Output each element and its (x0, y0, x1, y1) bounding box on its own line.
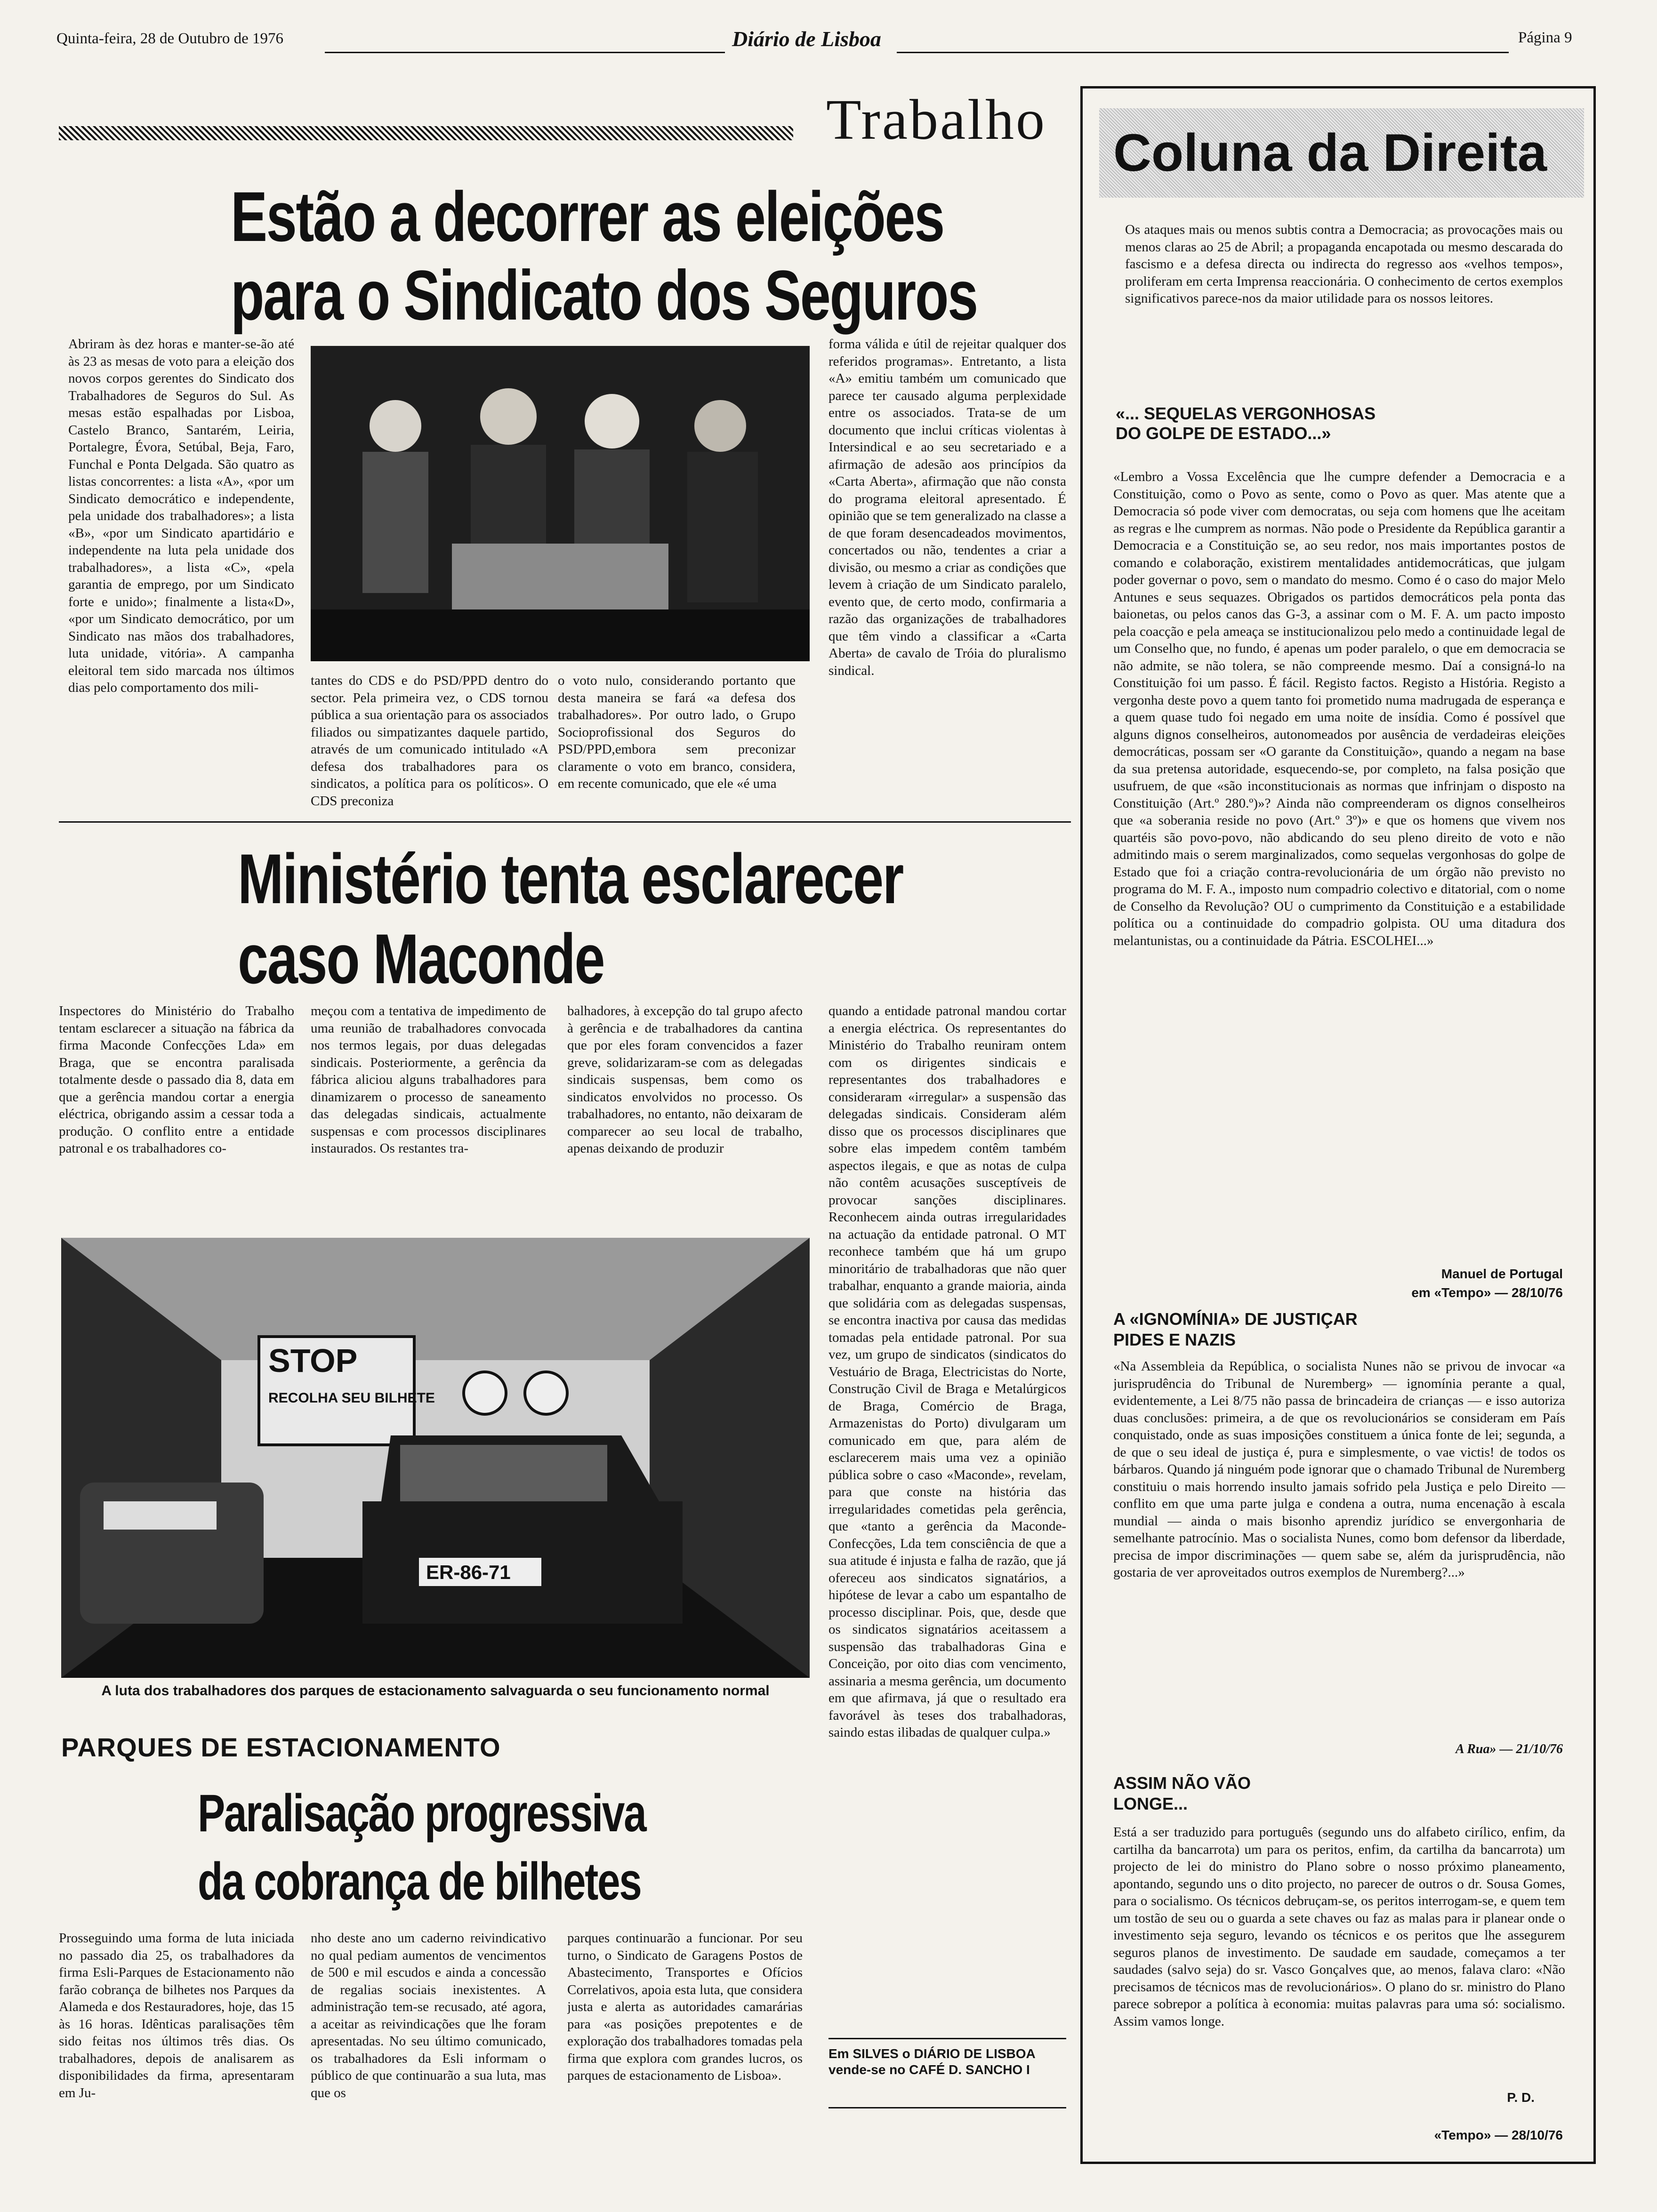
coluna-banner (1099, 108, 1584, 198)
seguros-column-2: tantes do CDS e do PSD/PPD dentro do sector. Pela primeira vez, o CDS tornou pública a sua orientação para os associados filiados ou simpatizantes daquele partido, através de um comunicado intitulado «A defesa dos trabalhadores para os sindicatos, a política para os políticos». O CDS preconiza (311, 673, 548, 809)
seguros-column-3: o voto nulo, considerando portanto que desta maneira se fará «a defesa dos trabalhadores». Por outro lado, o Grupo Socioprofissional dos Seguros do PSD/PPD,embora sem preconizar claramente o voto em branco, considera, em recente comunicado, que ele «é uma (558, 673, 796, 791)
maconde-headline-line-1: Ministério tenta esclarecer (238, 839, 903, 918)
seguros-column-1: Abriram às dez horas e manter-se-ão até às 23 as mesas de voto para a eleição dos novos corpos gerentes do Sindicato dos Trabalhadores de Seguros do Sul. As mesas estão espalhadas por Lisboa, Castelo Branco, Santarém, Leiria, Portalegre, Évora, Setúbal, Beja, Faro, Funchal e Ponta Delgada. São quatro as listas concorrentes: a lista «A», «por um Sindicato democrático e independente, pela unidade dos trabalhadores»; a lista «B», «por um Sindicato apartidário e independente na luta pela unidade dos trabalhadores», a lista «C», «pela garantia de emprego, por um Sindicato forte e unido»; finalmente a lista«D», «por um Sindicato democrático, por um Sindicato nas mãos dos trabalhadores, luta unidade, vitória». A campanha eleitoral tem sido marcada nos últimos dias pelo comportamento dos mili- (68, 337, 294, 695)
page-date: Quinta-feira, 28 de Outubro de 1976 (56, 30, 284, 47)
maconde-column-3: balhadores, à excepção do tal grupo afecto à gerência e de trabalhadores da cantina que por eles foram convencidos a fazer greve, solidarizaram-se com as delegadas sindicais suspensas, bem como os sindicatos envolvidos no processo. Os trabalhadores, no entanto, não deixaram de comparecer ao seu local de trabalho, apenas deixando de produzir (567, 1003, 803, 1156)
maconde-column-4: quando a entidade patronal mandou cortar a energia eléctrica. Os representantes do Ministério do Trabalho reuniram ontem com os dirigentes sindicais e representantes dos trabalhadores e consideraram «irregular» a suspensão das delegadas sindicais. Consideram além disso que os processos disciplinares que sobre elas impedem contêm também aspectos ilegais, e que as notas de culpa não contêm acusações susceptíveis de provocar sanções disciplinares. Reconhecem ainda outras irregularidades na actuação da entidade patronal. O MT reconhece também que há um grupo minoritário de trabalhadoras que não quer trabalhar, enquanto a grande maioria, ainda que solidária com as delegadas suspensas, se encontra inactiva por causa das medidas tomadas pela entidade patronal. Por sua vez, um grupo de sindicatos (sindicatos do Vestuário de Braga, Electricistas do Norte, Construção Civil de Braga e Metalúrgicos de Braga, Comércio de Braga, Armazenistas do Porto) divulgaram um comunicado em que, para além de esclarecerem mais uma vez a opinião pública sobre o caso «Maconde», revelam, para que conste na história das irregularidades cometidas pela gerência, que «tanto a gerência da Maconde-Confecções, Lda tem consciência de que a sua atitude é injusta e falha de razão, que já ofereceu aos sindicatos signatários, a hipótese de levar a cabo um espantalho de processo disciplinar. Pois, que, desde que os sindicatos signatários aceitassem a suspensão das trabalhadoras Gina e Conceição, por oito dias com vencimento, assinaria a mesma gerência, um documento em que afirmava, já que o resultado era favorável às teses dos trabalhadoras, saindo estas ilibadas de qualquer culpa.» (828, 1003, 1066, 1740)
maconde-headline-line-2: caso Maconde (238, 919, 604, 998)
coluna-signature-3-initials: P. D. (1507, 2090, 1535, 2105)
coluna-intro: Os ataques mais ou menos subtis contra a Democracia; as provocações mais ou menos claras ao 25 de Abril; a propaganda encapotada ou mesmo descarada do fascismo e a defesa directa ou indirecta do regresso aos «velhos tempos», proliferam em certa Imprensa reaccionária. O conhecimento de certos exemplos significativos parece-nos da maior utilidade para os nossos leitores. (1125, 222, 1563, 306)
coluna-banner-title: Coluna da Direita (1113, 123, 1547, 182)
coluna-text-1: «Lembro a Vossa Excelência que lhe cumpre defender a Democracia e a Constituição, como o Povo as sente, como o Povo as quer. Mas atente que a Democracia só pode viver com democratas, ou seja com homens que lhe aceitam as regras e lhe cumprem as normas. Não pode o Presidente da República garantir a Democracia e a Constituição se, ao seu redor, nos mais importantes postos de comando e colaboração, existirem mentalidades antidemocráticas, que julgam poder governar o povo, sem o mandato do mesmo. Como é o caso do major Melo Antunes e seus sequazes. Obrigados os partidos democráticos pela ponta das baionetas, ou pelos canos das G-3, a assinar com o M. F. A. um pacto imposto pela coacção e pela ameaça se institucionalizou pelo medo a continuidade legal de um Conselho que, no fundo, é apenas um poder paralelo, o que em democracia se não admite, se não tolera, se não compreende mesmo. Daí a consigná-lo na Constituição foi um passo. É fácil. Registo factos. Registo a História. Registo a vergonha deste povo a quem tanto foi prometido numa madrugada de esperança e a quem quase tudo foi negado em uma noite de insídia. Como é possível que alguns dignos conselheiros, autonomeados por ausência de verdadeiras eleições democráticas, possam ser «O garante da Constituição», quando a negam na base da sua pretensa autoridade, esquecendo-se, por completo, na falsa posição que usufruem, de que «são inconstitucionais as normas que infrinjam o disposto na Constituição (Art.º 280.º)»? Ainda não compreenderam os dignos conselheiros que «a soberania reside no povo (Art.º 3º)» e que os homens que vivem nos quartéis são povo-povo, não abdicando do seu pleno direito de voto e não admitindo mais o serem marginalizados, como sequelas vergonhosas do golpe de Estado que foi a criação contra-revolucionária de um órgão não previsto no programa do M. F. A., imposto num compadrio colectivo e ditatorial, com o nome de Conselho da Revolução? OU o cumprimento da Constituição e a estabilidade política ou a continuidade do compadrio golpista. OU uma ditadura dos melantunistas, ou a continuidade da Pátria. ESCOLHEI...» (1113, 469, 1565, 948)
coluna-heading-1-line-2: DO GOLPE DE ESTADO...» (1116, 424, 1331, 443)
article-divider-1 (59, 821, 1071, 823)
parques-headline-line-1: Paralisação progressiva (198, 1784, 646, 1843)
sign-stop-text: STOP (268, 1342, 358, 1379)
parques-headline-line-2: da cobrança de bilhetes (198, 1852, 641, 1911)
coluna-signature-2: A Rua» — 21/10/76 (1456, 1742, 1563, 1756)
seguros-photo (311, 346, 810, 661)
coluna-signature-1-source: em «Tempo» — 28/10/76 (1411, 1285, 1563, 1300)
maconde-column-2: meçou com a tentativa de impedimento de uma reunião de trabalhadores convocada nos termos legais, por duas delegadas sindicais. Posteriormente, a gerência da fábrica aliciou alguns trabalhadores para dinamizarem o processo de saneamento das delegadas sindicais, actualmente suspensas e com processos disciplinares instaurados. Os restantes tra- (311, 1003, 546, 1156)
silves-notice: Em SILVES o DIÁRIO DE LISBOA vende-se no CAFÉ D. SANCHO I (828, 2046, 1035, 2077)
coluna-text-2: «Na Assembleia da República, o socialista Nunes não se privou de invocar «a jurisprudência do Tribunal de Nuremberg» — ignomínia perante a qual, evidentemente, a Lei 8/75 não passa de brincadeira de crianças — e isso autoriza duas conclusões: primeira, a de que os revolucionários se consideram em País conquistado, onde as suas imposições constituem a única fonte de lei; segunda, a de que o seu ideal de justiça é, pura e simplesmente, o vae victis! de todos os bárbaros. Quando já ninguém pode ignorar que o chamado Tribunal de Nuremberg constituiu o mais horrendo insulto jamais sofrido pela Justiça e pelo Direito — conflito em que uma parte julga e condena a outra, numa encenação à escala mundial — ainda o mais bisonho aprendiz jurídico se envergonharia de semelhante patrocínio. Mas o socialista Nunes, como bom defensor da liberdade, precisa de impor discriminações — quem sabe se, além da jurisprudência, não gostaria de ver aproveitados outros exemplos de Nuremberg?...» (1113, 1359, 1565, 1580)
masthead-rule-right (897, 52, 1509, 53)
coluna-signature-3-source: «Tempo» — 28/10/76 (1434, 2128, 1563, 2142)
coluna-heading-1-line-1: «... SEQUELAS VERGONHOSAS (1116, 404, 1376, 423)
seguros-headline-line-1: Estão a decorrer as eleições (231, 177, 944, 256)
seguros-column-4: forma válida e útil de rejeitar qualquer dos referidos programas». Entretanto, a lista «A» emitiu também um comunicado que parece ter causado alguma perplexidade entre os associados. Trata-se de um documento que inclui críticas violentas à Intersindical e ao seu secretariado e a afirmação de adesão aos princípios da «Carta Aberta», afirmação que não consta do programa eleitoral apresentado. É opinião que se tem generalizado na classe a de que foram desencadeados movimentos, concertados ou não, tendentes a criar a divisão, ou mesmo a criar as condições que levem à criação de um Sindicato paralelo, evento que, de certo modo, confirmaria a razão das organizações de trabalhadores que têm vindo a classificar a «Carta Aberta» de cavalo de Tróia do pluralismo sindical. (828, 337, 1066, 678)
masthead-rule-left (325, 52, 725, 53)
newspaper-name: Diário de Lisboa (732, 27, 881, 51)
parques-column-2: nho deste ano um caderno reivindicativo no qual pediam aumentos de vencimentos de 500 e mil escudos e ainda a concessão de regalias sociais inexistentes. A administração tem-se recusado, até agora, a aceitar as reivindicações que lhe foram apresentadas. No seu último comunicado, os trabalhadores da Esli informam o público de que continuarão a sua luta, mas que os (311, 1931, 546, 2100)
coluna-text-3: Está a ser traduzido para português (segundo uns do alfabeto cirílico, enfim, da cartilha da bancarrota) um para os peritos, enfim, da cartilha da bancarrota) um projecto de lei do ministro do Plano sobre o nosso próximo planeamento, apontando, segundo uns o dito projecto, no parecer de outros o dr. Sousa Gomes, para o socialismo. Os técnicos debruçam-se, os peritos interrogam-se, e quem tem um tostão de seu ou o guarda a sete chaves ou faz as malas para ir planear onde o investimento seja seguro, levando os técnicos e os peritos que lhe assegurem seguros planos de investimento. De saudade em saudade, começamos a ter saudades (salvo seja) do sr. Vasco Gonçalves que, ao menos, falava claro: «Não precisamos de técnicos mas de revolucionários». O plano do sr. ministro do Plano parece sobrepor a política à economia: muitas palavras para uma só: socialismo. Assim vamos longe. (1113, 1825, 1565, 2029)
parques-kicker: PARQUES DE ESTACIONAMENTO (61, 1732, 501, 1762)
silves-box (828, 2038, 1066, 2108)
parking-photo (61, 1238, 810, 1678)
coluna-heading-2-line-2: PIDES E NAZIS (1113, 1330, 1236, 1349)
coluna-signature-1-author: Manuel de Portugal (1441, 1266, 1563, 1281)
section-title: Trabalho (826, 88, 1047, 152)
parking-lot-photo (61, 1238, 810, 1678)
seguros-headline-line-2: para o Sindicato dos Seguros (231, 256, 977, 335)
section-hatch (59, 126, 793, 140)
sign-notice-text: RECOLHA SEU BILHETE (268, 1390, 435, 1406)
coluna-heading-3-line-2: LONGE... (1113, 1794, 1188, 1813)
parking-photo-caption: A luta dos trabalhadores dos parques de estacionamento salvaguarda o seu funcionamento normal (101, 1683, 770, 1699)
coluna-heading-2-line-1: A «IGNOMÍNIA» DE JUSTIÇAR (1113, 1309, 1358, 1329)
coluna-heading-3-line-1: ASSIM NÃO VÃO (1113, 1773, 1251, 1793)
page-number: Página 9 (1518, 29, 1572, 46)
parques-column-1: Prosseguindo uma forma de luta iniciada no passado dia 25, os trabalhadores da firma Esli-Parques de Estacionamento não farão cobrança de bilhetes nos Parques da Alameda e dos Restauradores, hoje, das 15 às 16 horas. Idênticas paralisações têm sido feitas nos últimos três dias. Os trabalhadores, depois de analisarem as disponibilidades da firma, apresentaram em Ju- (59, 1931, 294, 2100)
license-plate-text: ER-86-71 (426, 1561, 511, 1583)
election-crowd-photo (311, 346, 810, 661)
parques-column-3: parques continuarão a funcionar. Por seu turno, o Sindicato de Garagens Postos de Abastecimento, Transportes e Ofícios Correlativos, apoia esta luta, que considera justa e alerta as autoridades camarárias para «as posições prepotentes e de exploração dos trabalhadores tomadas pela firma que explora com grandes lucros, os parques de estacionamento de Lisboa». (567, 1931, 803, 2083)
maconde-column-1: Inspectores do Ministério do Trabalho tentam esclarecer a situação na fábrica da firma Maconde Confecções Lda» em Braga, que se encontra paralisada totalmente desde o passado dia 8, data em que a gerência mandou cortar a energia eléctrica, obrigando assim a cessar toda a produção. O conflito entre a entidade patronal e os trabalhadores co- (59, 1003, 294, 1156)
